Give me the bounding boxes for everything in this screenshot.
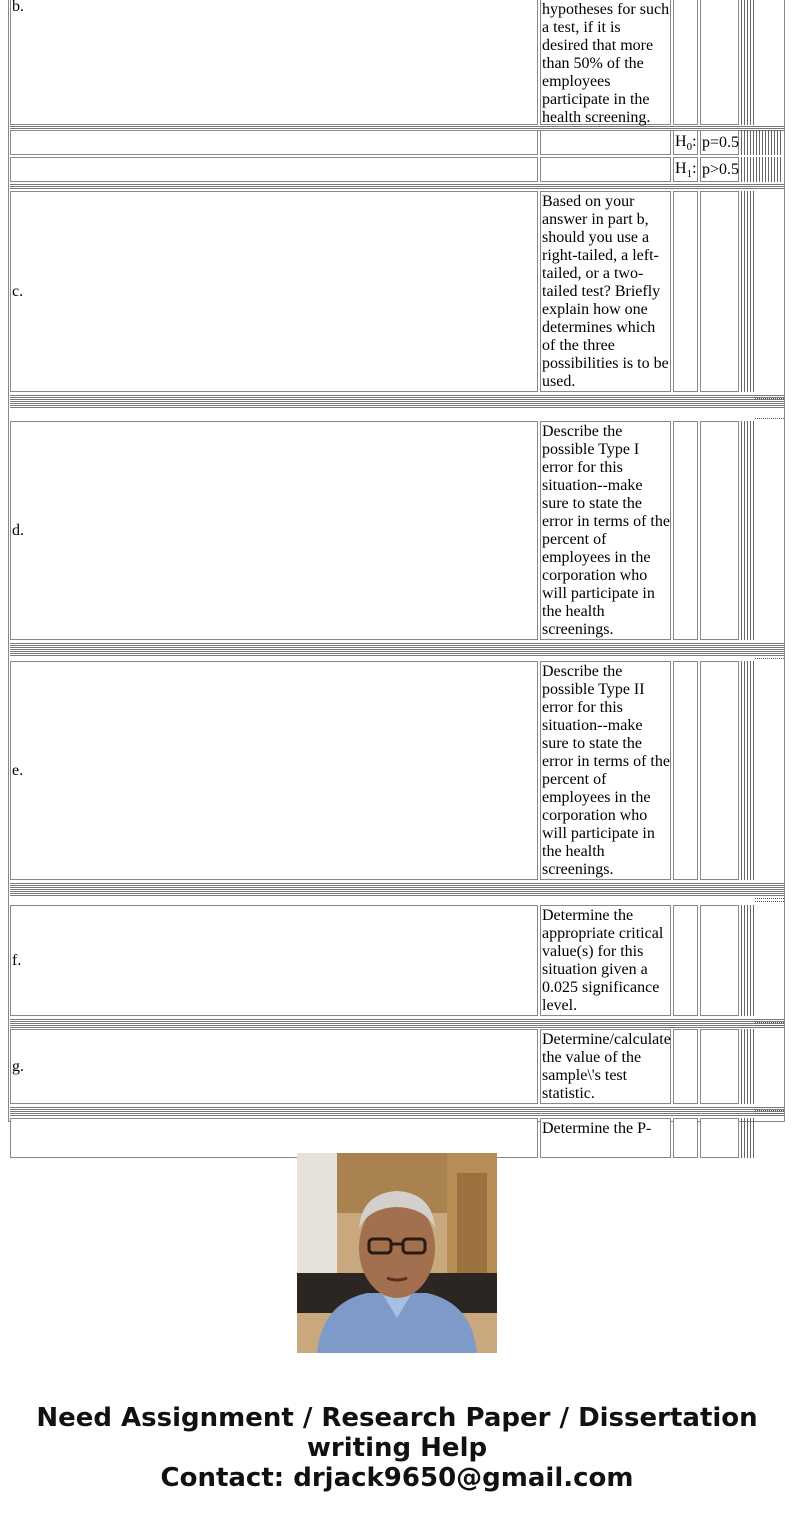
separator (10, 883, 784, 896)
row-d-col4 (700, 421, 739, 640)
separator (10, 1019, 784, 1028)
row-g-right-edges (741, 1029, 755, 1104)
h1-blank-cell (10, 157, 538, 182)
row-c-col4 (700, 191, 739, 392)
separator (10, 1107, 784, 1116)
row-f-answer-cell (10, 905, 538, 1016)
separator-dotted (755, 1113, 784, 1114)
row-h-col3 (673, 1118, 698, 1158)
h1-subscript: 1 (686, 168, 693, 181)
row-b-question: hypotheses for such a test, if it is desired that more than 50% of the employees participate in the health screening. (540, 0, 671, 125)
h0-blank-cell-2 (540, 130, 671, 155)
row-b-col3 (673, 0, 698, 125)
row-e-right-edges (741, 661, 755, 880)
row-c-right-edges (741, 191, 755, 392)
row-c-answer-cell (10, 191, 538, 392)
row-h-col4 (700, 1118, 739, 1158)
separator-dotted (755, 398, 784, 399)
row-h-question: Determine the P- (540, 1118, 671, 1158)
h0-value: p=0.5 (700, 130, 739, 155)
h0-symbol (673, 130, 698, 155)
row-c-letter: c. (12, 283, 24, 300)
h0-colon: : (692, 133, 697, 150)
row-d-col3 (673, 421, 698, 640)
banner-line-2: writing Help (306, 1433, 488, 1463)
row-g-letter: g. (12, 1058, 24, 1075)
row-g-answer-cell (10, 1029, 538, 1104)
h0-letter: H (675, 133, 687, 150)
separator (10, 395, 784, 408)
row-b-answer-cell (10, 0, 538, 125)
separator-dotted (755, 1110, 784, 1111)
row-g-col3 (673, 1029, 698, 1104)
h1-colon: : (692, 160, 697, 177)
row-e-answer-cell (10, 661, 538, 880)
row-h-answer-cell (10, 1118, 538, 1158)
separator (10, 184, 784, 190)
row-c-col3 (673, 191, 698, 392)
row-b-right-edges (741, 0, 755, 125)
h0-blank-cell (10, 130, 538, 155)
h0-subscript: 0 (686, 141, 693, 154)
row-f-letter: f. (12, 952, 22, 969)
row-f-right-edges (741, 905, 755, 1016)
separator-dotted (755, 1025, 784, 1026)
author-photo (297, 1153, 497, 1353)
row-f-question: Determine the appropriate critical value(s) for this situation given a 0.025 significance level. (540, 905, 671, 1016)
row-d-right-edges (741, 421, 755, 640)
row-d-answer-cell (10, 421, 538, 640)
row-d-question: Describe the possible Type I error for this situation--make sure to state the error in terms of the percent of employees in the corporation who will participate in the health screenings. (542, 423, 670, 638)
row-g-question: Determine/calculate the value of the sample\'s test statistic. (542, 1031, 671, 1102)
separator-dotted (755, 418, 784, 419)
row-h-right-edges (741, 1118, 755, 1158)
h0-right-edges (741, 130, 783, 155)
separator (10, 643, 784, 656)
h1-right-edges (741, 157, 783, 182)
row-b-letter: b. (12, 0, 24, 15)
separator-dotted (755, 901, 784, 902)
row-f-col3 (673, 905, 698, 1016)
separator-dotted (755, 1022, 784, 1023)
separator-dotted (755, 898, 784, 899)
h1-symbol (673, 157, 698, 182)
row-c-question: Based on your answer in part b, should you use a right-tailed, a left-tailed, or a two-tailed test? Briefly explain how one determines which of the three possibilities is to be used. (540, 191, 671, 392)
row-e-col3 (673, 661, 698, 880)
row-b-col4 (700, 0, 739, 125)
help-contact-banner (0, 1403, 794, 1493)
author-photo-illustration (297, 1153, 497, 1353)
row-f-col4 (700, 905, 739, 1016)
h1-value: p>0.5 (700, 157, 739, 182)
h1-blank-cell-2 (540, 157, 671, 182)
row-g-col4 (700, 1029, 739, 1104)
row-e-letter: e. (12, 762, 24, 779)
row-d-letter: d. (12, 522, 24, 539)
banner-contact-email[interactable]: Contact: drjack9650@gmail.com (160, 1463, 634, 1493)
h1-letter: H (675, 160, 687, 177)
separator-dotted (755, 658, 784, 659)
row-e-col4 (700, 661, 739, 880)
banner-line-1: Need Assignment / Research Paper / Dissertation (36, 1403, 758, 1433)
row-e-question: Describe the possible Type II error for this situation--make sure to state the error in terms of the percent of employees in the corporation who will participate in the health screenings. (542, 663, 670, 878)
